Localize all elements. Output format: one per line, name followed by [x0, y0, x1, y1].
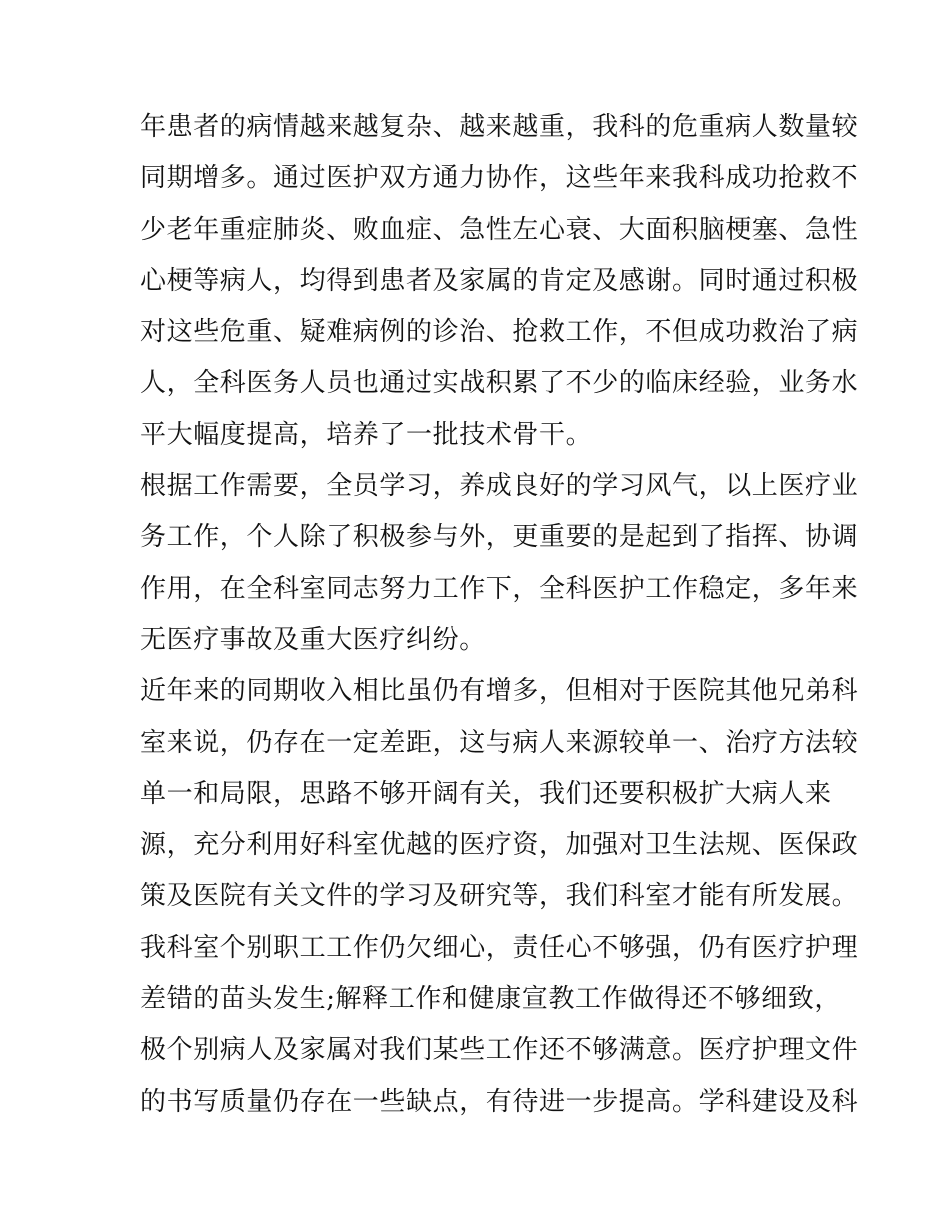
text-line: 根据工作需要，全员学习，养成良好的学习风气，以上医疗业 — [140, 471, 859, 502]
text-line: 差错的苗头发生;解释工作和健康宣教工作做得还不够细致， — [140, 984, 841, 1015]
text-line: 我科室个别职工工作仍欠细心，责任心不够强，仍有医疗护理 — [140, 932, 859, 963]
body-text — [140, 102, 859, 1128]
text-line: 少老年重症肺炎、败血症、急性左心衰、大面积脑梗塞、急性 — [140, 214, 859, 245]
text-line: 无医疗事故及重大医疗纠纷。 — [140, 624, 486, 655]
text-line: 同期增多。通过医护双方通力协作，这些年来我科成功抢救不 — [140, 163, 859, 194]
text-line: 策及医院有关文件的学习及研究等，我们科室才能有所发展。 — [140, 881, 859, 912]
text-line: 源，充分利用好科室优越的医疗资，加强对卫生法规、医保政 — [140, 830, 859, 861]
text-line: 年患者的病情越来越复杂、越来越重，我科的危重病人数量较 — [140, 112, 859, 142]
text-line: 的书写质量仍存在一些缺点，有待进一步提高。学科建设及科 — [140, 1086, 859, 1117]
text-line: 室来说，仍存在一定差距，这与病人来源较单一、治疗方法较 — [140, 727, 859, 758]
text-line: 心梗等病人，均得到患者及家属的肯定及感谢。同时通过积极 — [140, 265, 859, 296]
text-line: 作用，在全科室同志努力工作下，全科医护工作稳定，多年来 — [140, 573, 859, 604]
text-line: 极个别病人及家属对我们某些工作还不够满意。医疗护理文件 — [140, 1035, 859, 1066]
text-line: 对这些危重、疑难病例的诊治、抢救工作，不但成功救治了病 — [140, 317, 859, 348]
text-line: 平大幅度提高，培养了一批技术骨干。 — [140, 419, 593, 450]
text-line: 近年来的同期收入相比虽仍有增多，但相对于医院其他兄弟科 — [140, 676, 859, 707]
text-line: 务工作，个人除了积极参与外，更重要的是起到了指挥、协调 — [140, 522, 859, 553]
text-line: 人，全科医务人员也通过实战积累了不少的临床经验，业务水 — [140, 368, 859, 399]
text-line: 单一和局限，思路不够开阔有关，我们还要积极扩大病人来 — [140, 778, 832, 809]
